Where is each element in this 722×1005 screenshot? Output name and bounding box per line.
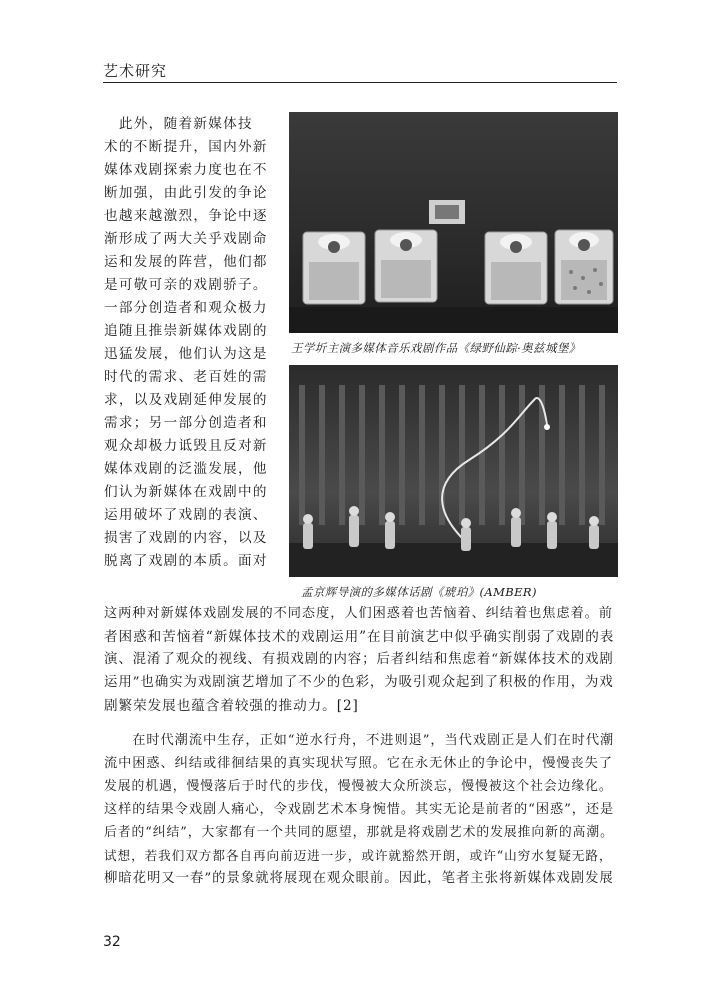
text-line: 后者的“纠结”，大家都有一个共同的愿望，那就是将戏剧艺术的发展推向新的高潮。 <box>104 825 614 840</box>
text-line: 此外，随着新媒体技 <box>104 116 253 132</box>
text-line: 渐形成了两大关乎戏剧命 <box>104 231 268 247</box>
text-line: 这两种对新媒体戏剧发展的不同态度，人们困惑着也苦恼着、纠结着也焦虑着。前 <box>104 606 613 621</box>
text-line: 媒体戏剧的泛滥发展，他 <box>104 461 268 477</box>
text-line: 发展的机遇，慢慢落后于时代的步伐，慢慢被大众所淡忘，慢慢被这个社会边缘化。 <box>104 779 613 794</box>
text-line: 术的不断提升，国内外新 <box>104 139 268 155</box>
text-line: 演、混淆了观众的视线、有损戏剧的内容；后者纠结和焦虑着“新媒体技术的戏剧 <box>104 652 614 667</box>
text-line: 脱离了戏剧的本质。面对 <box>104 553 268 569</box>
text-line: 追随且推崇新媒体戏剧的 <box>104 323 268 339</box>
stage-performers-image <box>289 365 618 577</box>
running-header: 艺术研究 <box>103 62 168 80</box>
stage-beds-image <box>289 112 618 333</box>
text-line: 断加强，由此引发的争论 <box>104 185 268 201</box>
figure-1-photo <box>289 112 618 333</box>
figure-2-photo <box>289 365 618 577</box>
text-line: 运用破坏了戏剧的表演、 <box>104 507 268 523</box>
text-line: 时代的需求、老百姓的需 <box>104 369 268 385</box>
text-line: 一部分创造者和观众极力 <box>104 300 268 316</box>
text-line: 损害了戏剧的内容，以及 <box>104 530 268 546</box>
text-line: 是可敬可亲的戏剧骄子。 <box>104 277 268 293</box>
text-line: 剧繁荣发展也蕴含着较强的推动力。[2] <box>104 698 359 714</box>
text-line: 流中困惑、纠结或徘徊结果的真实现状写照。它在永无休止的争论中，慢慢丧失了 <box>104 756 613 771</box>
text-line: 媒体戏剧探索力度也在不 <box>104 162 268 178</box>
text-line: 也越来越激烈，争论中逐 <box>104 208 268 224</box>
figure-1-caption: 王学圻主演多媒体音乐戏剧作品《绿野仙踪·奥兹城堡》 <box>291 341 581 355</box>
text-line: 观众却极力诋毁且反对新 <box>104 438 268 454</box>
text-line: 者困惑和苦恼着“新媒体技术的戏剧运用”在目前演艺中似乎确实削弱了戏剧的表 <box>104 629 615 645</box>
text-line: 运用”也确实为戏剧演艺增加了不少的色彩，为吸引观众起到了积极的作用，为戏 <box>104 675 614 690</box>
page-number: 32 <box>103 934 121 950</box>
text-line: 们认为新媒体在戏剧中的 <box>104 484 268 500</box>
text-line: 需求；另一部分创造者和 <box>104 415 268 431</box>
text-line: 试想，若我们双方都各自再向前迈进一步，或许就豁然开朗，或许“山穷水复疑无路， <box>104 848 613 863</box>
text-line: 在时代潮流中生存，正如“逆水行舟，不进则退”，当代戏剧正是人们在时代潮 <box>104 733 615 748</box>
text-line: 求，以及戏剧延伸发展的 <box>104 392 268 408</box>
text-line: 迅猛发展，他们认为这是 <box>104 346 268 362</box>
text-line: 柳暗花明又一春”的景象就将展现在观众眼前。因此，笔者主张将新媒体戏剧发展 <box>104 871 614 886</box>
text-line: 这样的结果令戏剧人痛心，令戏剧艺术本身惋惜。其实无论是前者的“困惑”，还是 <box>104 802 615 817</box>
text-line: 运和发展的阵营，他们都 <box>104 254 268 270</box>
header-rule <box>103 82 617 83</box>
figure-2-caption: 孟京辉导演的多媒体话剧《琥珀》(AMBER) <box>301 585 537 599</box>
